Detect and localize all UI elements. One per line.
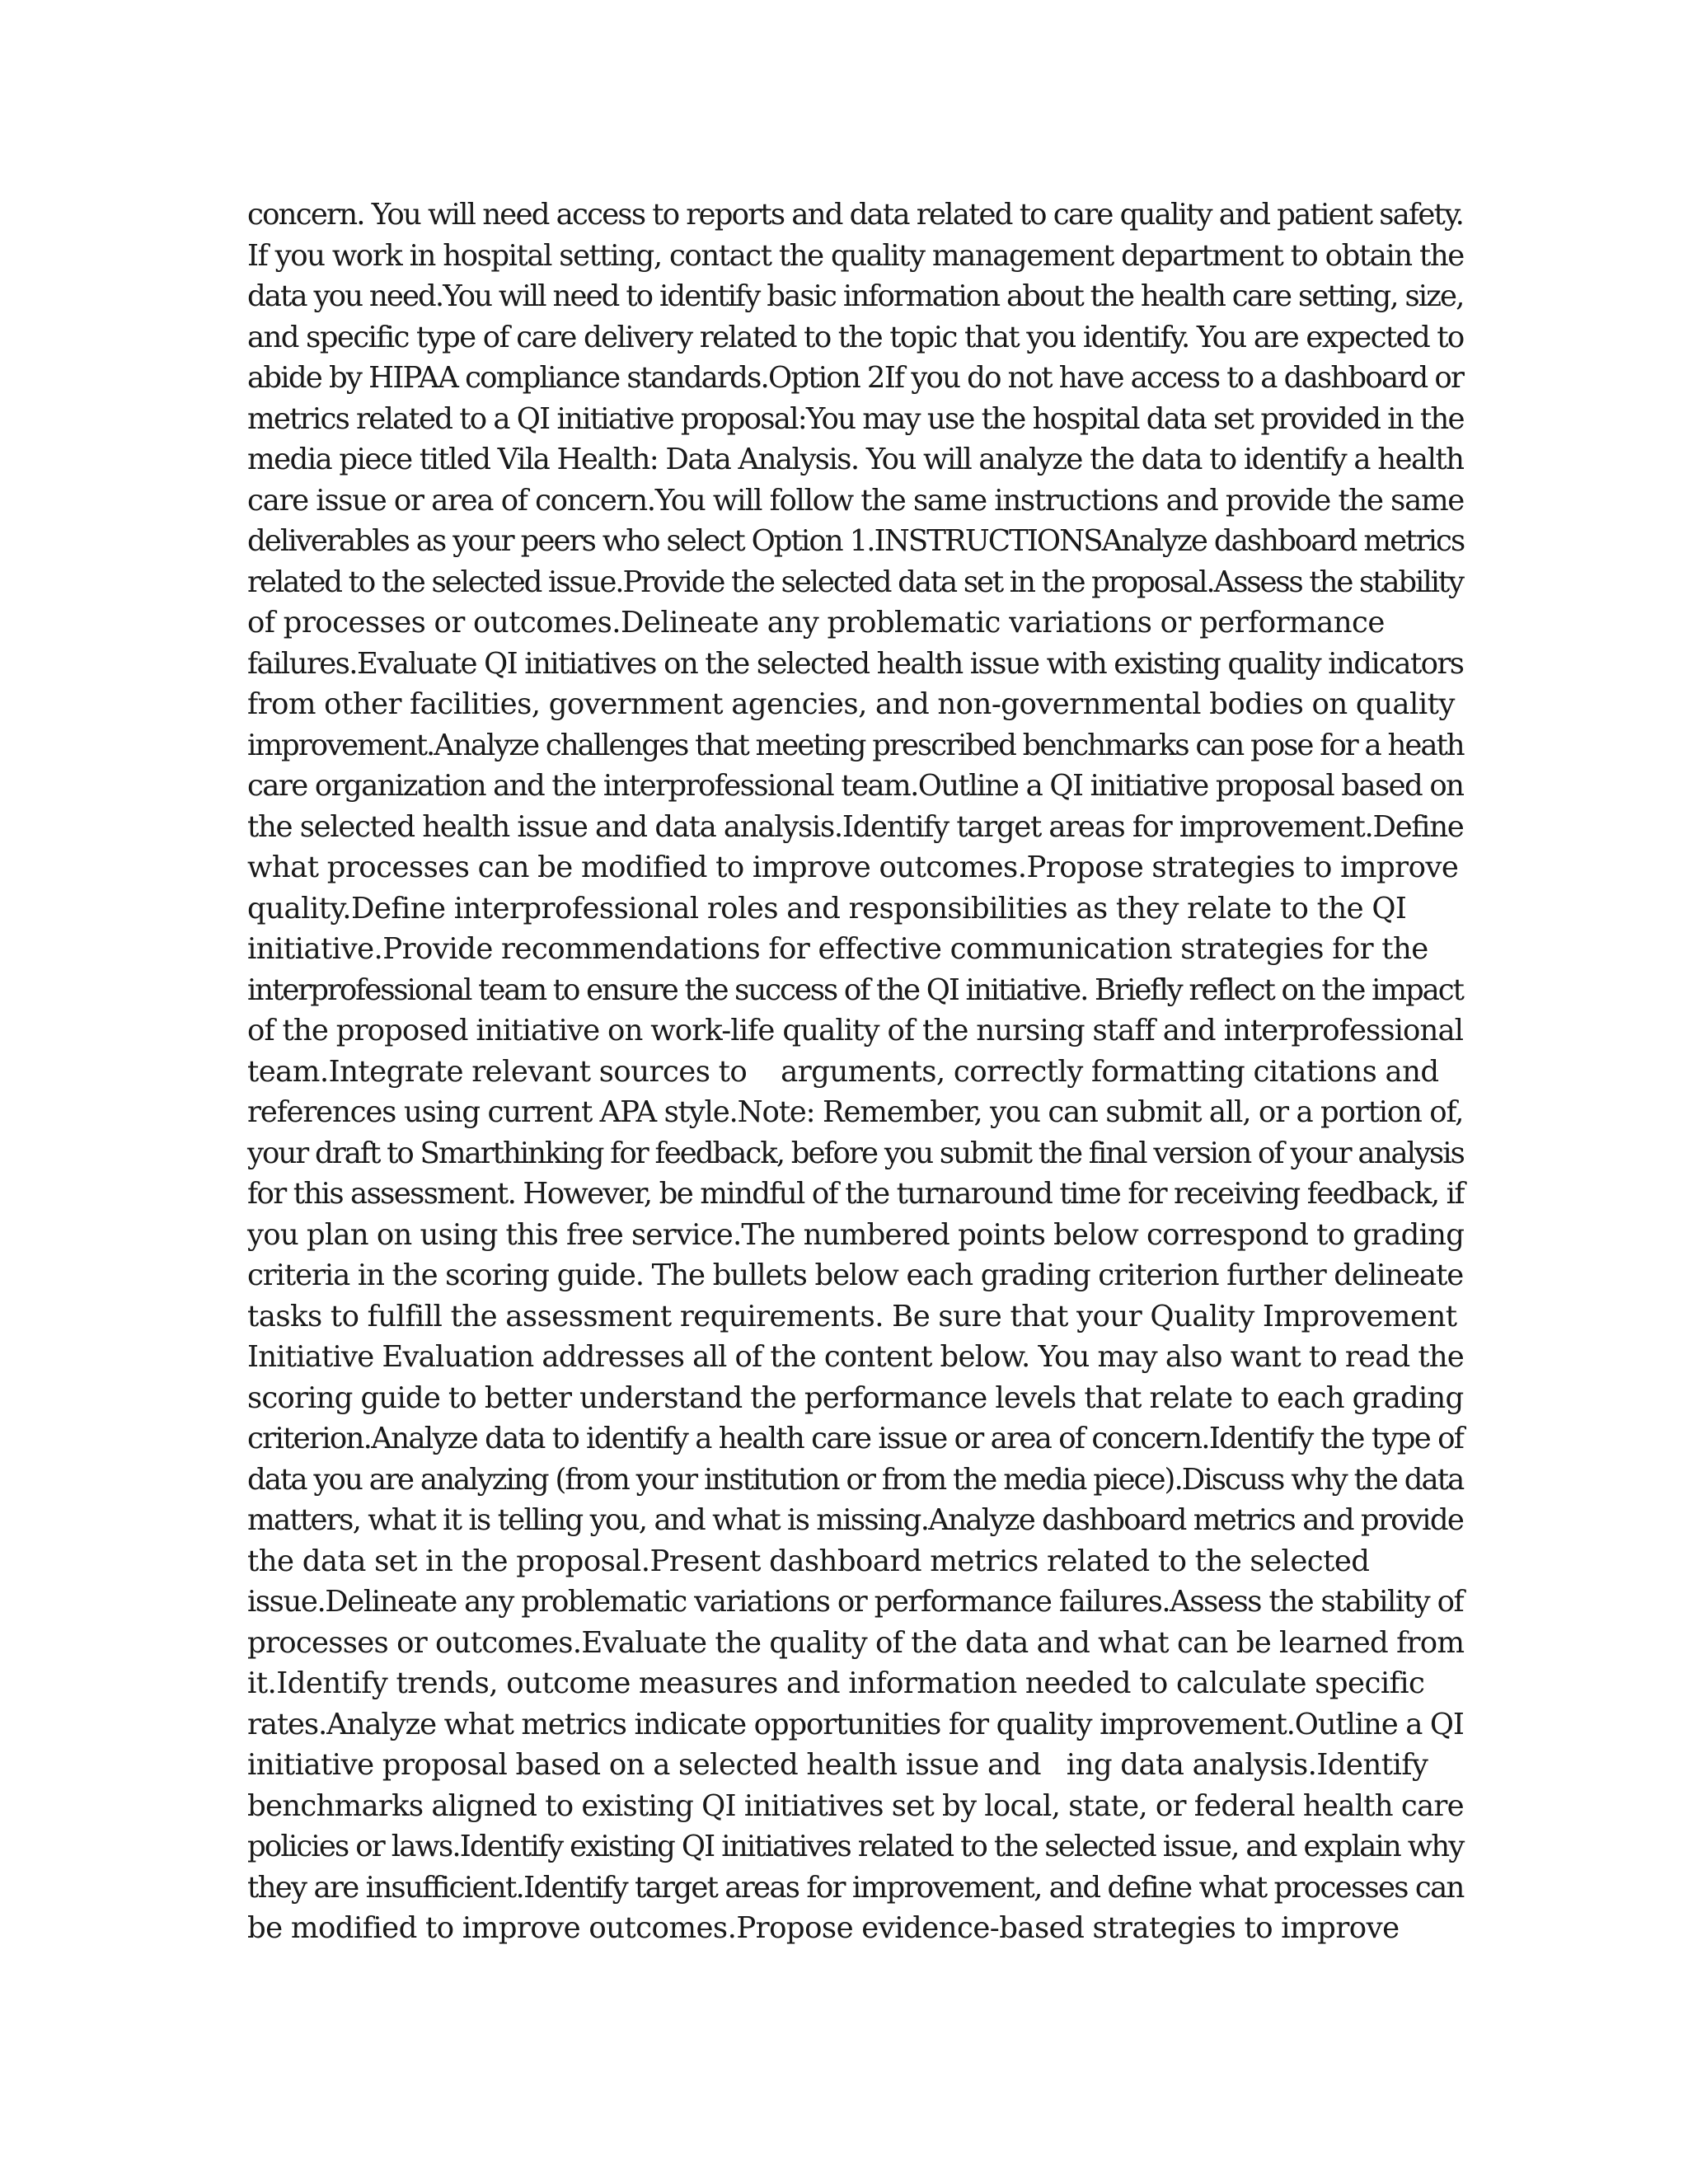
text-line: team.Integrate relevant sources to arguments, correctly formatting citations and (247, 1054, 1439, 1089)
text-line: failures.Evaluate QI initiatives on the selected health issue with existing quality indicators (247, 646, 1464, 681)
text-line: If you work in hospital setting, contact the quality management department to obtain the (247, 238, 1464, 273)
text-line: care organization and the interprofessional team.Outline a QI initiative proposal based on (247, 769, 1464, 803)
text-line: of the proposed initiative on work-life quality of the nursing staff and interprofessional (247, 1014, 1464, 1047)
body-text (247, 194, 1467, 1949)
text-line: criterion.Analyze data to identify a health care issue or area of concern.Identify the type of (247, 1422, 1464, 1455)
text-line: related to the selected issue.Provide the selected data set in the proposal.Assess the stability (247, 565, 1464, 599)
text-line: scoring guide to better understand the performance levels that relate to each grading (247, 1380, 1464, 1415)
text-line: initiative.Provide recommendations for effective communication strategies for the (247, 932, 1428, 966)
text-line: benchmarks aligned to existing QI initiatives set by local, state, or federal health care (247, 1788, 1464, 1823)
text-line: policies or laws.Identify existing QI initiatives related to the selected issue, and explain why (247, 1830, 1464, 1863)
text-line: you plan on using this free service.The numbered points below correspond to grading (247, 1217, 1465, 1252)
text-line: it.Identify trends, outcome measures and information needed to calculate specific (247, 1666, 1425, 1700)
text-line: they are insufficient.Identify target areas for improvement, and define what processes can (247, 1870, 1464, 1905)
text-line: of processes or outcomes.Delineate any problematic variations or performance (247, 606, 1385, 640)
text-line: the selected health issue and data analysis.Identify target areas for improvement.Define (247, 809, 1464, 844)
text-line: media piece titled Vila Health: Data Analysis. You will analyze the data to identify a health (247, 443, 1464, 476)
text-line: for this assessment. However, be mindful of the turnaround time for receiving feedback, if (247, 1177, 1464, 1211)
text-line: interprofessional team to ensure the success of the QI initiative. Briefly reflect on the impact (247, 972, 1463, 1007)
text-line: criteria in the scoring guide. The bullets below each grading criterion further delineate (247, 1258, 1464, 1292)
text-line: be modified to improve outcomes.Propose evidence-based strategies to improve (247, 1911, 1400, 1945)
text-line: concern. You will need access to reports and data related to care quality and patient safety. (247, 198, 1464, 232)
text-line: initiative proposal based on a selected health issue and ing data analysis.Identify (247, 1748, 1428, 1782)
text-line: quality.Define interprofessional roles and responsibilities as they relate to the QI (247, 891, 1407, 926)
text-line: data you need.You will need to identify basic information about the health care setting, size, (247, 279, 1464, 313)
text-line: metrics related to a QI initiative proposal:You may use the hospital data set provided in the (247, 401, 1464, 436)
text-line: processes or outcomes.Evaluate the quality of the data and what can be learned from (247, 1625, 1465, 1660)
text-line: improvement.Analyze challenges that meeting prescribed benchmarks can pose for a heath (247, 728, 1464, 762)
text-line: issue.Delineate any problematic variations or performance failures.Assess the stability of (247, 1585, 1464, 1619)
text-line: data you are analyzing (from your institution or from the media piece).Discuss why the data (247, 1462, 1464, 1497)
text-line: matters, what it is telling you, and what is missing.Analyze dashboard metrics and provide (247, 1503, 1464, 1537)
text-line: rates.Analyze what metrics indicate opportunities for quality improvement.Outline a QI (247, 1707, 1464, 1741)
text-line: the data set in the proposal.Present dashboard metrics related to the selected (247, 1544, 1370, 1578)
text-line: abide by HIPAA compliance standards.Option 2If you do not have access to a dashboard or (247, 361, 1464, 395)
text-line: what processes can be modified to improve outcomes.Propose strategies to improve (247, 851, 1459, 884)
text-line: tasks to fulfill the assessment requirements. Be sure that your Quality Improvement (247, 1299, 1457, 1333)
text-line: your draft to Smarthinking for feedback, before you submit the final version of your analysis (247, 1136, 1464, 1170)
text-line: care issue or area of concern.You will follow the same instructions and provide the same (247, 483, 1465, 518)
text-line: and specific type of care delivery related to the topic that you identify. You are expected to (247, 320, 1464, 354)
text-line: from other facilities, government agencies, and non-governmental bodies on quality (247, 687, 1455, 721)
text-line: deliverables as your peers who select Option 1.INSTRUCTIONSAnalyze dashboard metrics (247, 524, 1465, 558)
text-line: references using current APA style.Note: Remember, you can submit all, or a portion of, (247, 1095, 1464, 1129)
text-line: Initiative Evaluation addresses all of the content below. You may also want to read the (247, 1340, 1464, 1374)
